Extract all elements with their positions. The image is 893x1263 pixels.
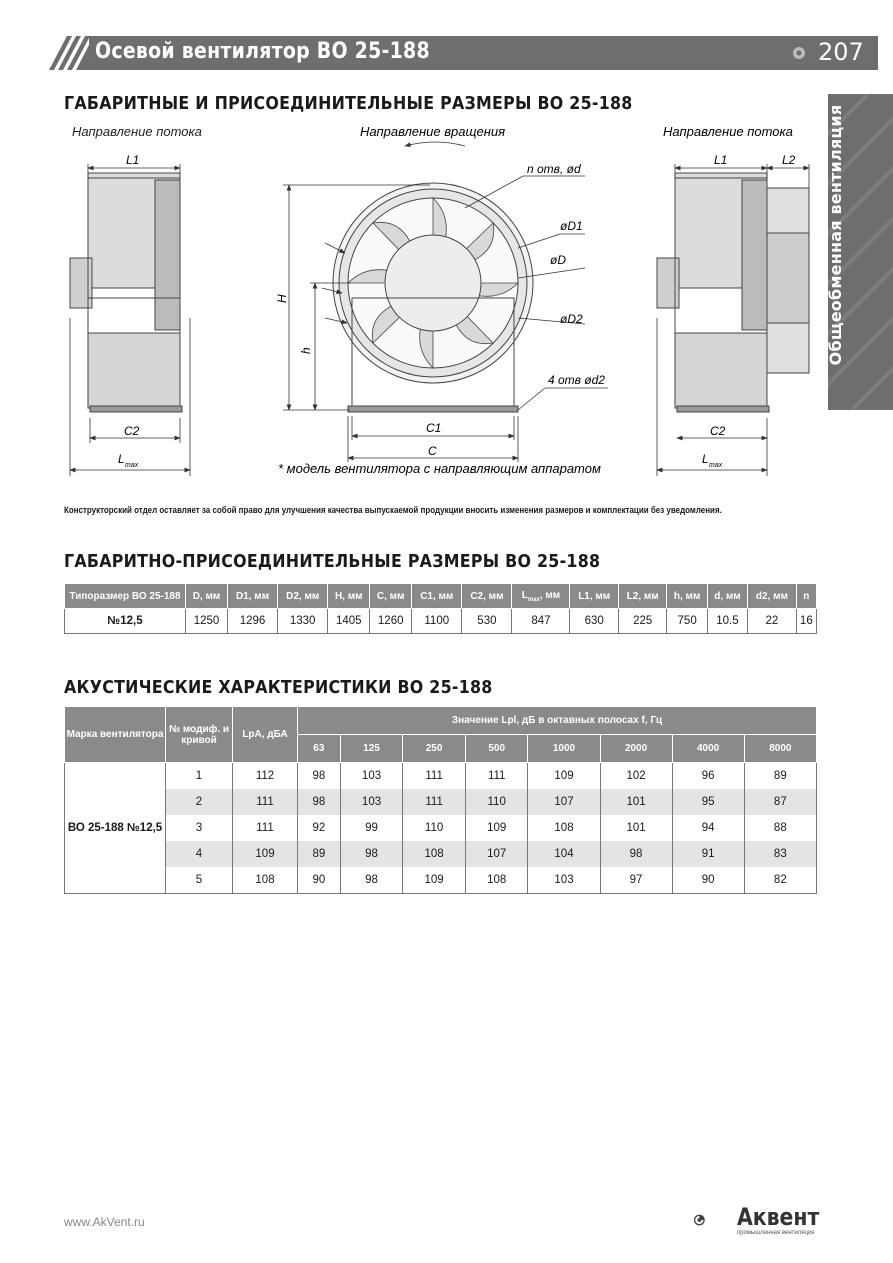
cell-value: 530: [462, 609, 512, 634]
col-freq: 63: [298, 735, 341, 763]
col-freq: 250: [403, 735, 466, 763]
cell-value: 102: [600, 763, 672, 790]
cell-value: 1250: [186, 609, 228, 634]
cell-value: 5: [166, 867, 233, 894]
col-freq: 8000: [744, 735, 816, 763]
cell-value: 111: [233, 789, 298, 815]
label-h-upper: H: [275, 294, 289, 303]
left-side-view: [70, 173, 182, 412]
cell-value: 1405: [328, 609, 370, 634]
cell-value: 95: [672, 789, 744, 815]
table-header-row: [65, 707, 817, 735]
table-row: [65, 789, 817, 815]
label-lmax-right: L: [702, 452, 709, 466]
cell-value: 1330: [278, 609, 328, 634]
col-freq: 4000: [672, 735, 744, 763]
cell-value: 83: [744, 841, 816, 867]
col-h-lower: h, мм: [667, 584, 707, 609]
acoustic-table: [64, 706, 817, 894]
header-banner: [45, 36, 878, 70]
col-freq: 2000: [600, 735, 672, 763]
col-c1: C1, мм: [412, 584, 462, 609]
label-c: C: [428, 444, 437, 458]
cell-value: 103: [340, 763, 403, 790]
col-c2: C2, мм: [462, 584, 512, 609]
logo-mark-icon: [792, 46, 806, 60]
table-row: [65, 609, 817, 634]
label-l2-right: L2: [782, 153, 796, 167]
cell-value: 98: [600, 841, 672, 867]
cell-value: 108: [528, 815, 600, 841]
table-row: [65, 841, 817, 867]
cell-value: 97: [600, 867, 672, 894]
cell-value: 108: [465, 867, 528, 894]
label-n-holes: n отв, ød: [527, 162, 581, 176]
akvent-logo-icon: [693, 1201, 733, 1239]
label-c1: C1: [426, 421, 442, 435]
cell-value: 1296: [227, 609, 277, 634]
col-freq: 1000: [528, 735, 600, 763]
cell-value: 847: [512, 609, 570, 634]
cell-value: 107: [528, 789, 600, 815]
cell-value: 225: [618, 609, 667, 634]
side-tab-label: Общеобменная вентиляция: [826, 104, 845, 366]
label-d2: øD2: [560, 312, 583, 326]
cell-value: 111: [403, 763, 466, 790]
website-link[interactable]: www.AkVent.ru: [64, 1215, 145, 1229]
label-c2-right: C2: [710, 424, 726, 438]
cell-value: 90: [672, 867, 744, 894]
section-title-acoustic: АКУСТИЧЕСКИЕ ХАРАКТЕРИСТИКИ ВО 25-188: [64, 677, 493, 698]
col-l2: L2, мм: [618, 584, 667, 609]
cell-value: 103: [340, 789, 403, 815]
cell-value: 1260: [370, 609, 412, 634]
col-d1: D1, мм: [227, 584, 277, 609]
table-row: [65, 867, 817, 894]
fan-drawing: [60, 118, 820, 483]
cell-value: 89: [298, 841, 341, 867]
disclaimer-note: Конструкторский отдел оставляет за собой право для улучшения качества выпускаемой продукции вносить изменения размеров и комплектации без уведомления.: [64, 505, 722, 516]
col-lpa: LpA, дБА: [233, 707, 298, 763]
cell-value: 109: [465, 815, 528, 841]
cell-value: 3: [166, 815, 233, 841]
page-number: 207: [818, 38, 864, 66]
label-lmax-left-sub: max: [125, 462, 139, 469]
logo-tagline: промышленная вентиляция: [737, 1230, 815, 1236]
stripes-decoration: [45, 36, 89, 70]
cell-value: 89: [744, 763, 816, 790]
page-title: Осевой вентилятор ВО 25-188: [95, 39, 430, 64]
cell-value: 4: [166, 841, 233, 867]
cell-value: 630: [570, 609, 619, 634]
cell-value: 101: [600, 815, 672, 841]
cell-value: 108: [403, 841, 466, 867]
cell-value: 108: [233, 867, 298, 894]
cell-value: 109: [233, 841, 298, 867]
cell-value: 101: [600, 789, 672, 815]
label-lmax-left: L: [118, 452, 125, 466]
col-d2-small: d2, мм: [748, 584, 797, 609]
col-d-small: d, мм: [707, 584, 747, 609]
cell-value: 98: [298, 789, 341, 815]
cell-value: 110: [465, 789, 528, 815]
col-freq: 500: [465, 735, 528, 763]
cell-value: 96: [672, 763, 744, 790]
cell-value: 750: [667, 609, 707, 634]
cell-value: 87: [744, 789, 816, 815]
cell-value: 109: [528, 763, 600, 790]
cell-value: 98: [340, 867, 403, 894]
label-l1-left: L1: [126, 153, 140, 167]
cell-value: 1100: [412, 609, 462, 634]
col-octave-group: Значение Lpl, дБ в октавных полосах f, Гц: [298, 707, 817, 735]
cell-size: №12,5: [65, 609, 186, 634]
cell-value: 109: [403, 867, 466, 894]
col-l1: L1, мм: [570, 584, 619, 609]
cell-value: 1: [166, 763, 233, 790]
logo-wordmark: Аквент: [737, 1203, 820, 1231]
cell-value: 111: [233, 815, 298, 841]
cell-value: 103: [528, 867, 600, 894]
cell-value: 107: [465, 841, 528, 867]
cell-value: 99: [340, 815, 403, 841]
cell-value: 104: [528, 841, 600, 867]
dimensions-table: [64, 583, 817, 634]
col-marka: Марка вентилятора: [65, 707, 166, 763]
col-h-upper: H, мм: [328, 584, 370, 609]
col-n: n: [796, 584, 816, 609]
label-l1-right: L1: [714, 153, 728, 167]
col-d2: D2, мм: [278, 584, 328, 609]
cell-value: 16: [796, 609, 816, 634]
drawing-footnote: * модель вентилятора с направляющим аппаратом: [278, 461, 601, 476]
cell-value: 110: [403, 815, 466, 841]
cell-value: 10.5: [707, 609, 747, 634]
table-row: [65, 763, 817, 790]
flow-direction-left: Направление потока: [72, 124, 202, 139]
section-title-connection-dims: ГАБАРИТНО-ПРИСОЕДИНИТЕЛЬНЫЕ РАЗМЕРЫ ВО 25-188: [64, 551, 601, 572]
cell-value: 112: [233, 763, 298, 790]
table-header-row: [65, 584, 817, 609]
cell-value: 91: [672, 841, 744, 867]
cell-value: 98: [298, 763, 341, 790]
label-lmax-right-sub: max: [709, 462, 723, 469]
cell-value: 111: [465, 763, 528, 790]
col-d: D, мм: [186, 584, 228, 609]
label-d: øD: [550, 253, 566, 267]
cell-value: 22: [748, 609, 797, 634]
table-row: [65, 815, 817, 841]
cell-value: 94: [672, 815, 744, 841]
front-view: [333, 183, 533, 412]
cell-value: 92: [298, 815, 341, 841]
section-title-dimensions: ГАБАРИТНЫЕ И ПРИСОЕДИНИТЕЛЬНЫЕ РАЗМЕРЫ ВО 25-188: [64, 93, 633, 114]
label-h-lower: h: [299, 347, 313, 354]
label-c2-left: C2: [124, 424, 140, 438]
cell-value: 88: [744, 815, 816, 841]
cell-value: 90: [298, 867, 341, 894]
flow-direction-right: Направление потока: [663, 124, 793, 139]
right-side-view: [657, 173, 809, 412]
cell-marka: ВО 25-188 №12,5: [65, 763, 166, 894]
col-lmax: $L_{max}$, мм: [512, 584, 570, 609]
cell-value: 98: [340, 841, 403, 867]
label-4-holes: 4 отв ød2: [548, 373, 605, 387]
col-type: Типоразмер ВО 25-188: [65, 584, 186, 609]
col-c: C, мм: [370, 584, 412, 609]
cell-value: 82: [744, 867, 816, 894]
col-mod: № модиф. и кривой: [166, 707, 233, 763]
cell-value: 2: [166, 789, 233, 815]
rotation-direction: Направление вращения: [360, 124, 506, 139]
label-d1: øD1: [560, 219, 583, 233]
cell-value: 111: [403, 789, 466, 815]
col-freq: 125: [340, 735, 403, 763]
